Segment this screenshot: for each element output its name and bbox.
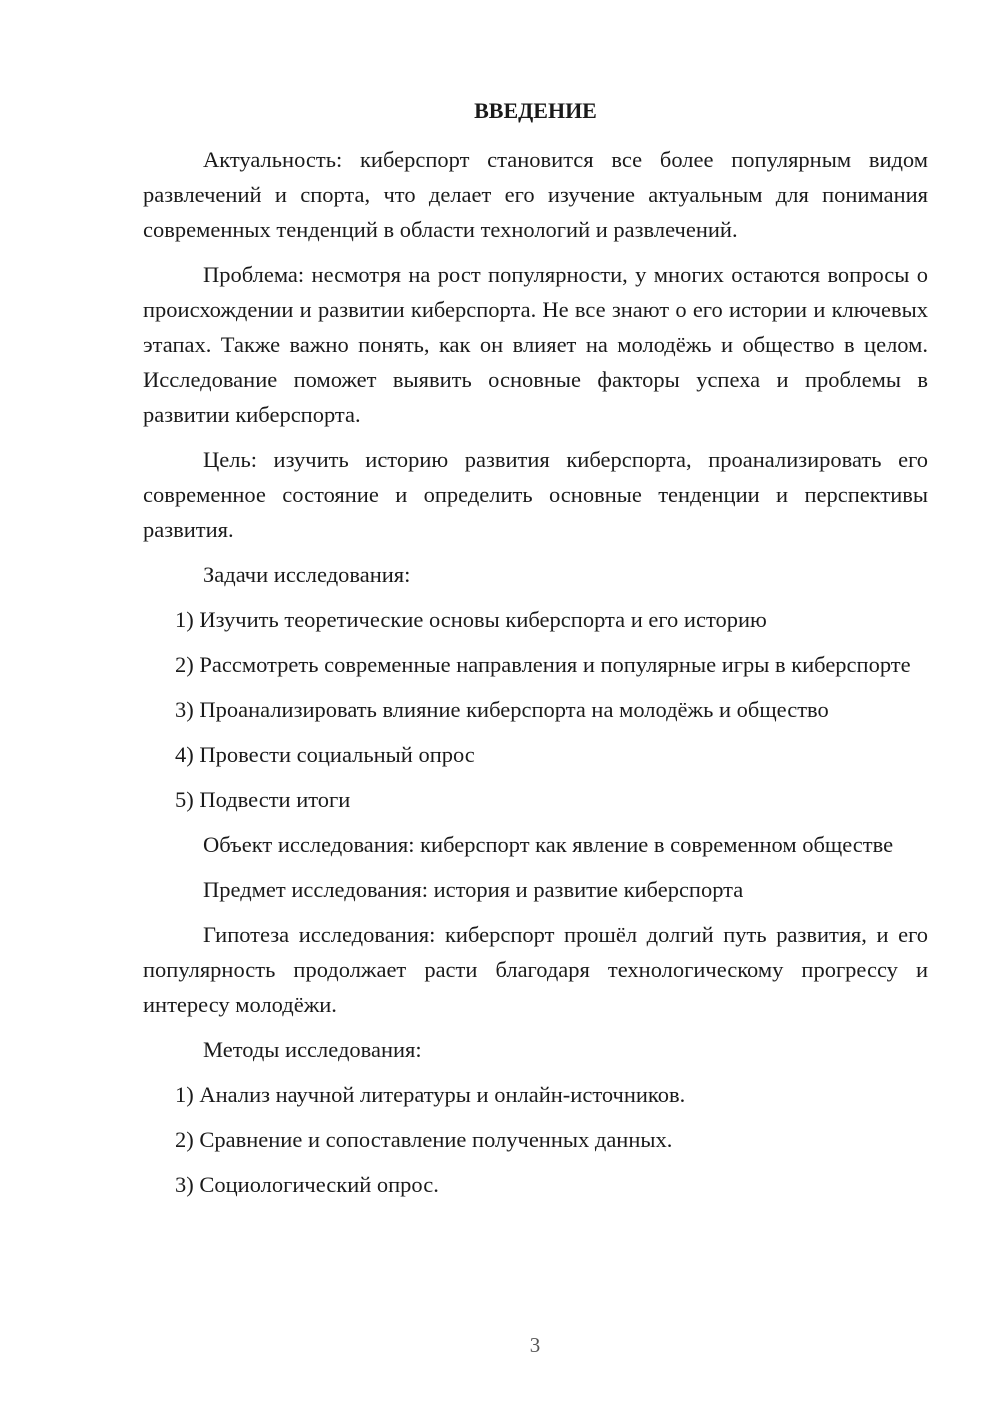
task-item: 4) Провести социальный опрос (175, 742, 475, 767)
tasks-heading: Задачи исследования: (203, 562, 411, 587)
method-item: 1) Анализ научной литературы и онлайн-источников. (175, 1082, 686, 1107)
object-paragraph: Объект исследования: киберспорт как явление в современном обществе (203, 832, 894, 857)
page-number: 3 (529, 1333, 541, 1357)
page-content (143, 95, 928, 1212)
page-title: ВВЕДЕНИЕ (474, 98, 597, 123)
hypothesis-paragraph: Гипотеза исследования: киберспорт прошёл долгий путь развития, и его популярность продолжает расти благодаря технологическому прогрессу и интересу молодёжи. (143, 922, 928, 1017)
task-item: 5) Подвести итоги (175, 787, 351, 812)
task-item: 3) Проанализировать влияние киберспорта на молодёжь и общество (175, 697, 829, 722)
goal-paragraph: Цель: изучить историю развития киберспорта, проанализировать его современное состояние и определить основные тенденции и перспективы развития. (143, 447, 928, 542)
relevance-paragraph: Актуальность: киберспорт становится все более популярным видом развлечений и спорта, что делает его изучение актуальным для понимания современных тенденций в области технологий и развлечений. (143, 147, 928, 242)
method-item: 2) Сравнение и сопоставление полученных данных. (175, 1127, 673, 1152)
subject-paragraph: Предмет исследования: история и развитие киберспорта (203, 877, 744, 902)
methods-heading: Методы исследования: (203, 1037, 422, 1062)
task-item: 1) Изучить теоретические основы киберспорта и его историю (175, 607, 767, 632)
method-item: 3) Социологический опрос. (175, 1172, 439, 1197)
task-item: 2) Рассмотреть современные направления и популярные игры в киберспорте (175, 652, 911, 677)
problem-paragraph: Проблема: несмотря на рост популярности, у многих остаются вопросы о происхождении и развитии киберспорта. Не все знают о его истории и ключевых этапах. Также важно понять, как он влияет на молодёжь и общество в целом. Исследование поможет выявить основные факторы успеха и проблемы в развитии киберспорта. (143, 262, 928, 427)
